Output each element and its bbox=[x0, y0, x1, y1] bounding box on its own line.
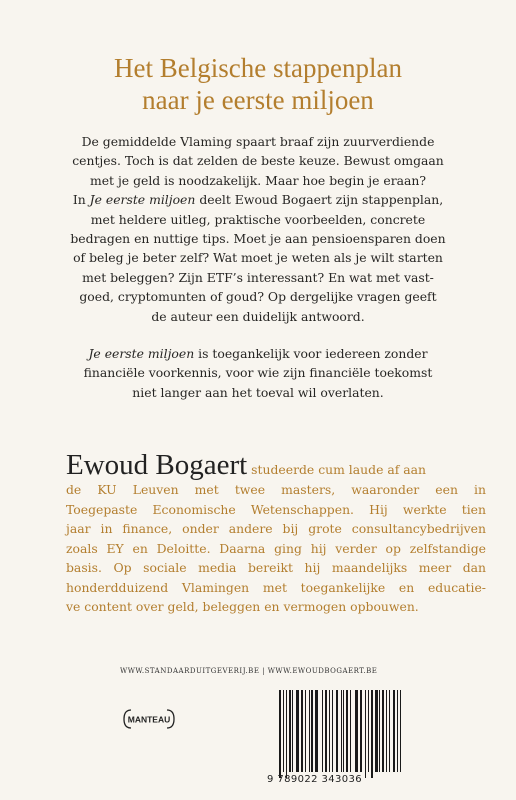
blurb-line: centjes. Toch is dat zelden de beste keuze. Bewust omgaan bbox=[72, 153, 444, 169]
barcode-bar bbox=[346, 690, 348, 772]
blurb-line bbox=[0, 190, 516, 209]
barcode-bar bbox=[322, 690, 323, 772]
blurb-line: goed, cryptomunten of goud? Op dergelijke vragen geeft bbox=[79, 289, 437, 305]
bio-line: jaar in finance, onder andere bij grote consultancybedrijven bbox=[66, 521, 486, 536]
barcode-bar bbox=[393, 690, 395, 772]
bio-line bbox=[66, 450, 486, 480]
headline-line-1: Het Belgische stappenplan bbox=[114, 53, 402, 83]
barcode-bar bbox=[309, 690, 310, 772]
barcode-bar bbox=[375, 690, 378, 772]
bio-line: de KU Leuven met twee masters, waaronder een in bbox=[66, 482, 486, 497]
barcode-bar bbox=[315, 690, 318, 772]
barcode-bar bbox=[329, 690, 330, 772]
barcode-bar bbox=[296, 690, 299, 772]
blurb-line: met heldere uitleg, praktische voorbeelden, concrete bbox=[90, 211, 426, 227]
bio-line: basis. Op sociale media bereikt hij maandelijks meer dan bbox=[66, 560, 486, 575]
bio-line: ve content over geld, beleggen en vermogen opbouwen. bbox=[66, 599, 419, 614]
blurb-text: In bbox=[72, 192, 90, 208]
barcode-bars bbox=[279, 690, 406, 772]
barcode-bar bbox=[336, 690, 338, 772]
barcode-bar bbox=[343, 690, 344, 772]
barcode-bar bbox=[283, 690, 284, 772]
blurb-line: met beleggen? Zijn ETF’s interessant? En wat met vast- bbox=[82, 269, 434, 285]
barcode-bar bbox=[389, 690, 390, 772]
author-bio bbox=[66, 450, 486, 617]
manteau-logo-icon bbox=[123, 708, 175, 730]
barcode-bar bbox=[382, 690, 384, 772]
barcode-bar bbox=[368, 690, 369, 772]
barcode-bar bbox=[386, 690, 387, 772]
bio-text: studeerde cum laude af aan bbox=[247, 462, 427, 477]
bio-line: zoals EY en Deloitte. Daarna ging hij verder op zelfstandige bbox=[66, 540, 486, 556]
barcode-bar bbox=[286, 690, 287, 778]
barcode-bar bbox=[305, 690, 306, 772]
barcode-bar bbox=[371, 690, 373, 778]
publisher-logo bbox=[123, 708, 175, 730]
blurb-line: financiële voorkennis, voor wie zijn financiële toekomst bbox=[83, 365, 433, 381]
barcode-bar bbox=[400, 690, 401, 772]
blurb-line: De gemiddelde Vlaming spaart braaf zijn zuurverdiende bbox=[81, 134, 435, 149]
isbn-number: 9 789022 343036 bbox=[267, 774, 363, 785]
barcode-bar bbox=[397, 690, 398, 772]
barcode-bar bbox=[355, 690, 358, 772]
headline bbox=[0, 52, 516, 116]
blurb-line: de auteur een duidelijk antwoord. bbox=[151, 308, 365, 324]
barcode bbox=[267, 690, 406, 787]
book-title: Je eerste miljoen bbox=[89, 192, 196, 208]
bio-line: honderdduizend Vlamingen met toegankelijke en educatie- bbox=[66, 579, 486, 595]
barcode-bar bbox=[332, 690, 333, 772]
bio-line: Toegepaste Economische Wetenschappen. Hij werkte tien bbox=[66, 501, 486, 517]
barcode-bar bbox=[292, 690, 293, 772]
blurb-text: deelt Ewoud Bogaert zijn stappenplan, bbox=[195, 192, 444, 208]
headline-line-2: naar je eerste miljoen bbox=[142, 85, 374, 115]
barcode-bar bbox=[311, 690, 313, 772]
publisher-name: MANTEAU bbox=[127, 714, 171, 725]
blurb-line: met je geld is noodzakelijk. Maar hoe begin je eraan? bbox=[89, 172, 427, 188]
barcode-bar bbox=[289, 690, 291, 772]
author-name: Ewoud Bogaert bbox=[66, 449, 248, 481]
barcode-bar bbox=[325, 690, 327, 772]
book-title: Je eerste miljoen bbox=[88, 345, 195, 361]
barcode-bar bbox=[301, 690, 303, 772]
blurb-line: niet langer aan het toeval wil overlaten. bbox=[132, 384, 384, 400]
barcode-bar bbox=[365, 690, 366, 778]
blurb-text: is toegankelijk voor iedereen zonder bbox=[194, 345, 428, 361]
barcode-bar bbox=[341, 690, 342, 772]
website-urls: WWW.STANDAARDUITGEVERIJ.BE | WWW.EWOUDBOGAERT.BE bbox=[120, 667, 378, 675]
blurb-line: bedragen en nuttige tips. Moet je aan pensioensparen doen bbox=[70, 230, 446, 246]
blurb bbox=[0, 132, 516, 402]
barcode-bar bbox=[350, 690, 351, 772]
barcode-bar bbox=[379, 690, 380, 772]
barcode-bar bbox=[360, 690, 362, 772]
paragraph-gap bbox=[0, 326, 516, 344]
blurb-line bbox=[0, 344, 516, 363]
blurb-line: of beleg je beter zelf? Wat moet je weten als je wilt starten bbox=[73, 250, 443, 266]
barcode-bar bbox=[279, 690, 281, 778]
